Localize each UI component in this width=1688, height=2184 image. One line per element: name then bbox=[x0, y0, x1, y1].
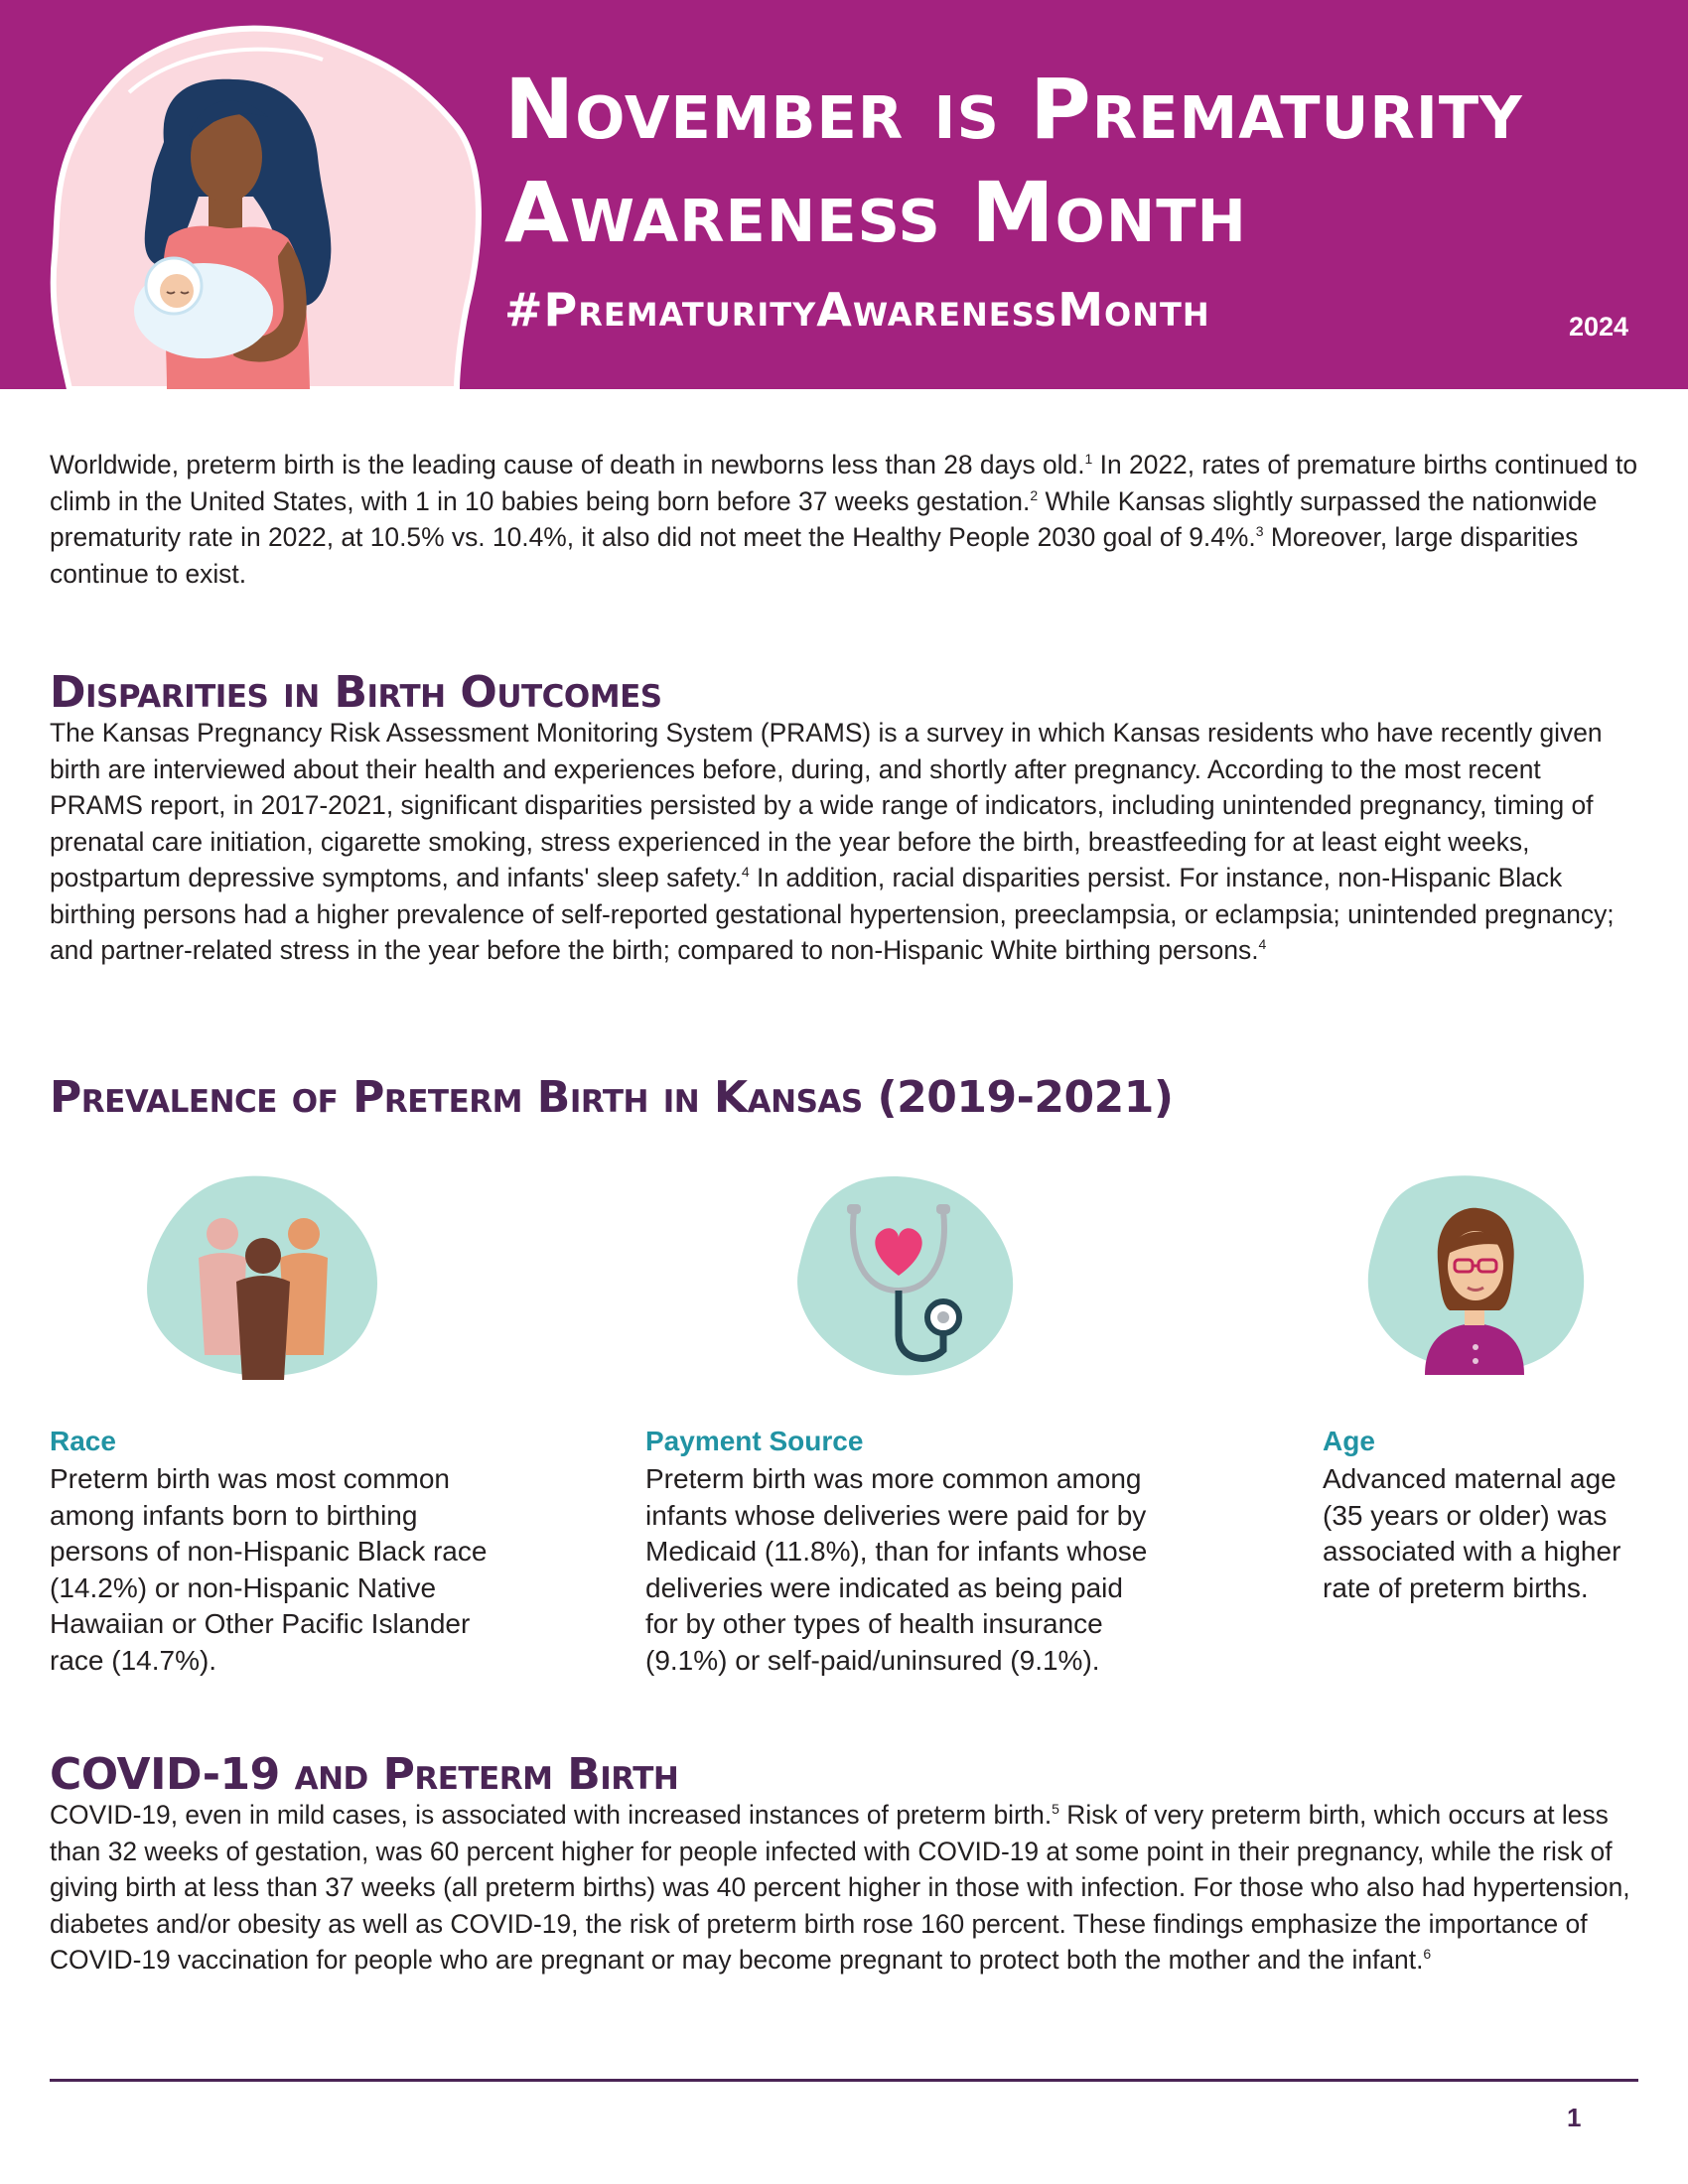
covid-text-2: Risk of very preterm birth, which occurs at less than 32 weeks of gestation, was 60 percent higher for people infected with COVID-19 at some point in their pregnancy, while the risk of giving birth at less than 37 weeks (all preterm births) was 40 percent higher in those with infection. For those who also had hypertension, diabetes and/or obesity as well as COVID-19, the risk of preterm birth rose 160 percent. These findings emphasize the importance of COVID-19 vaccination for people who are pregnant or may become pregnant to protect both the mother and the infant. bbox=[50, 1800, 1630, 1975]
text-line: deliveries were indicated as being paid bbox=[645, 1571, 1123, 1603]
text-line: race (14.7%). bbox=[50, 1644, 217, 1676]
text-line: persons of non-Hispanic Black race bbox=[50, 1536, 488, 1567]
footnote-ref: 1 bbox=[1084, 451, 1093, 468]
intro-text-3: While Kansas slightly surpassed the nationwide prematurity rate in 2022, at 10.5% vs. 10.4%, it also did not meet the Healthy People 2030 goal of 9.4%. bbox=[50, 485, 1598, 552]
title-line-2: Awareness Month bbox=[504, 164, 1247, 261]
payment-source-title: Payment Source bbox=[645, 1426, 864, 1456]
disparities-text-1: The Kansas Pregnancy Risk Assessment Monitoring System (PRAMS) is a survey in which Kansas residents who have recently given birth are interviewed about their health and experiences before, during, and shortly after pregnancy. According to the most recent PRAMS report, in 2017-2021, significant disparities persisted by a wide range of indicators, including unintended pregnancy, timing of prenatal care initiation, cigarette smoking, stress experienced in the year before the birth, breastfeeding for at least eight weeks, postpartum depressive symptoms, and infants' sleep safety. bbox=[50, 718, 1603, 892]
text-line: infants whose deliveries were paid for by bbox=[645, 1499, 1147, 1531]
covid-text-1: COVID-19, even in mild cases, is associated with increased instances of preterm birth. bbox=[50, 1800, 1053, 1830]
disparities-text-2: In addition, racial disparities persist. For instance, non-Hispanic Black birthing persons had a higher prevalence of self-reported gestational hypertension, preeclampsia, or eclampsia; unintended pregnancy; and partner-related stress in the year before the birth; compared to non-Hispanic White birthing persons. bbox=[50, 863, 1615, 965]
text-line: Preterm birth was most common bbox=[50, 1463, 450, 1494]
intro-text-4: Moreover, large disparities continue to exist. bbox=[50, 522, 1579, 589]
text-line: (9.1%) or self-paid/uninsured (9.1%). bbox=[645, 1644, 1100, 1676]
hashtag: #PrematurityAwarenessMonth bbox=[504, 283, 1210, 337]
woman-with-glasses-icon bbox=[1350, 1166, 1599, 1385]
page-number: 1 bbox=[1567, 2103, 1582, 2132]
disparities-paragraph bbox=[50, 715, 1638, 969]
page-title bbox=[504, 58, 1646, 264]
text-line: (35 years or older) was bbox=[1323, 1499, 1608, 1531]
footer-divider bbox=[50, 2079, 1638, 2082]
age-text bbox=[1323, 1461, 1660, 1606]
year-label: 2024 bbox=[1569, 312, 1629, 341]
text-line: among infants born to birthing bbox=[50, 1499, 418, 1531]
footnote-ref: 2 bbox=[1030, 486, 1039, 503]
covid-heading: COVID-19 and Preterm Birth bbox=[50, 1749, 679, 1800]
race-title: Race bbox=[50, 1426, 116, 1456]
footnote-ref: 5 bbox=[1052, 1801, 1059, 1818]
age-column bbox=[1323, 1422, 1660, 1606]
age-title: Age bbox=[1323, 1426, 1375, 1456]
covid-paragraph bbox=[50, 1797, 1638, 1979]
stethoscope-heart-icon bbox=[779, 1166, 1028, 1385]
intro-text-1: Worldwide, preterm birth is the leading cause of death in newborns less than 28 days old. bbox=[50, 450, 1085, 479]
title-line-1: November is Prematurity bbox=[504, 61, 1523, 158]
footnote-ref: 4 bbox=[741, 864, 750, 881]
text-line: Advanced maternal age bbox=[1323, 1463, 1617, 1494]
disparities-heading: Disparities in Birth Outcomes bbox=[50, 667, 662, 718]
race-column bbox=[50, 1422, 606, 1679]
payment-source-text bbox=[645, 1461, 1281, 1679]
footnote-ref: 3 bbox=[1255, 523, 1264, 540]
text-line: associated with a higher bbox=[1323, 1536, 1621, 1567]
footnote-ref: 6 bbox=[1423, 1946, 1432, 1963]
text-line: Hawaiian or Other Pacific Islander bbox=[50, 1608, 471, 1639]
people-group-icon bbox=[139, 1166, 387, 1385]
race-text bbox=[50, 1461, 606, 1679]
header-banner bbox=[0, 0, 1688, 389]
text-line: for by other types of health insurance bbox=[645, 1608, 1103, 1639]
text-line: rate of preterm births. bbox=[1323, 1571, 1589, 1603]
mother-holding-baby-icon bbox=[40, 18, 487, 389]
prevalence-heading: Prevalence of Preterm Birth in Kansas (2019-2021) bbox=[50, 1072, 1174, 1123]
intro-text-2: In 2022, rates of premature births continued to climb in the United States, with 1 in 10 babies being born before 37 weeks gestation. bbox=[50, 450, 1638, 516]
text-line: (14.2%) or non-Hispanic Native bbox=[50, 1571, 437, 1603]
text-line: Preterm birth was more common among bbox=[645, 1463, 1142, 1494]
payment-source-column bbox=[645, 1422, 1281, 1679]
intro-paragraph bbox=[50, 447, 1638, 592]
footnote-ref: 4 bbox=[1258, 936, 1267, 953]
text-line: Medicaid (11.8%), than for infants whose bbox=[645, 1536, 1148, 1567]
